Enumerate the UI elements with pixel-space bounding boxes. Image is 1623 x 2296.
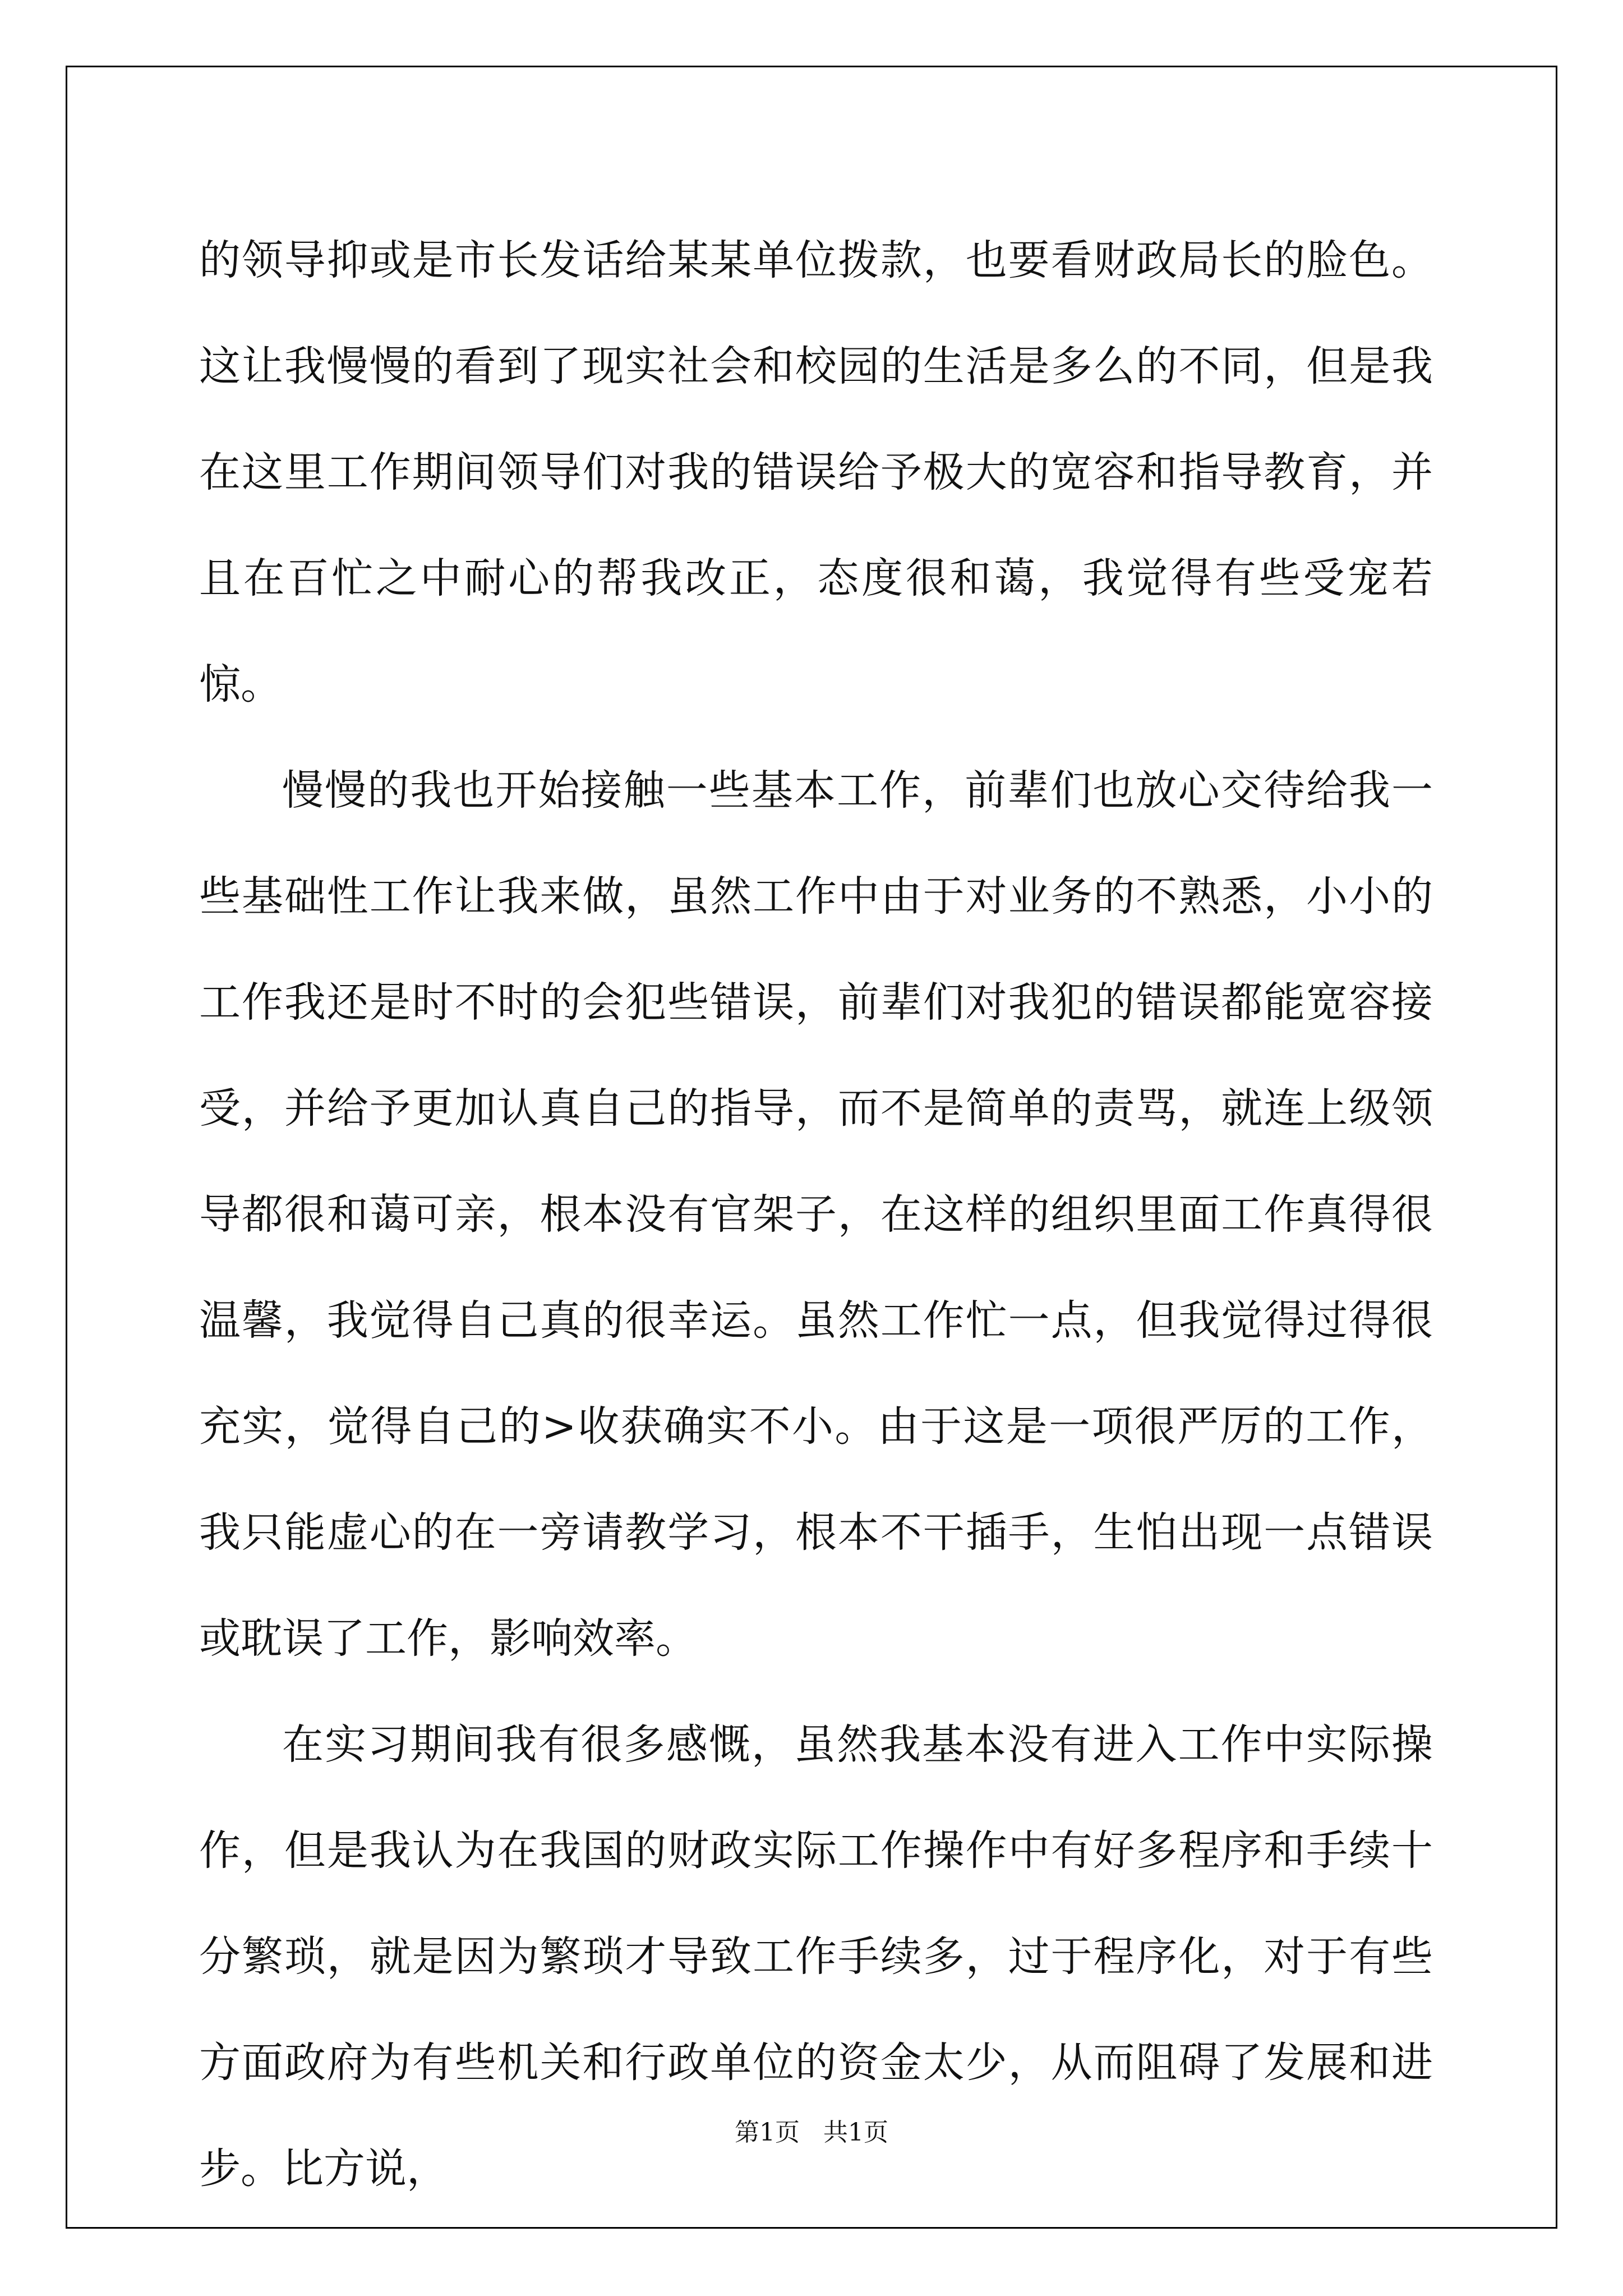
document-body [199, 208, 1433, 2222]
paragraph-3: 在实习期间我有很多感慨，虽然我基本没有进入工作中实际操作，但是我认为在我国的财政实际工作操作中有好多程序和手续十分繁琐，就是因为繁琐才导致工作手续多，过于程序化，对于有些方面政府为有些机关和行政单位的资金太少，从而阻碍了发展和进步。比方说， [199, 1720, 1433, 2193]
paragraph-2: 慢慢的我也开始接触一些基本工作，前辈们也放心交待给我一些基础性工作让我来做，虽然工作中由于对业务的不熟悉，小小的工作我还是时不时的会犯些错误，前辈们对我犯的错误都能宽容接受，并给予更加认真自己的指导，而不是简单的责骂，就连上级领导都很和蔼可亲，根本没有官架子，在这样的组织里面工作真得很温馨，我觉得自己真的很幸运。虽然工作忙一点，但我觉得过得很充实，觉得自己的>收获确实不小。由于这是一项很严厉的工作，我只能虚心的在一旁请教学习，根本不干插手，生怕出现一点错误或耽误了工作，影响效率。 [199, 766, 1433, 1663]
paragraph-1: 的领导抑或是市长发话给某某单位拨款，也要看财政局长的脸色。这让我慢慢的看到了现实社会和校园的生活是多么的不同，但是我在这里工作期间领导们对我的错误给予极大的宽容和指导教育，并且在百忙之中耐心的帮我改正，态度很和蔼，我觉得有些受宠若惊。 [199, 236, 1433, 708]
page-footer: 第1页 共1页 [735, 2118, 888, 2147]
